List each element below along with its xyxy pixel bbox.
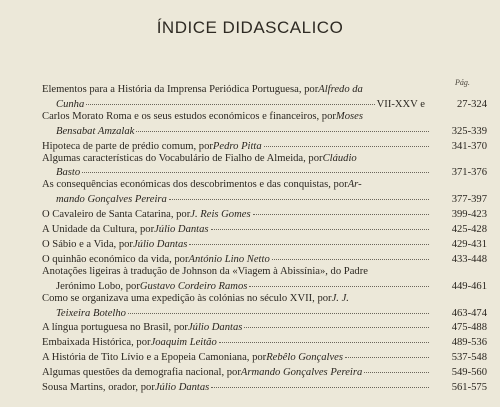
leader-dots [219, 332, 429, 343]
leader-dots [189, 234, 429, 245]
entry-page-range: 27-324 [456, 98, 487, 110]
index-entry [42, 179, 487, 206]
index-entry [42, 379, 487, 394]
entry-author: mando Gonçalves Pereira [56, 194, 167, 206]
index-entry [42, 293, 487, 320]
entry-page-range: 433-448 [451, 253, 487, 265]
leader-dots [249, 276, 429, 287]
leader-dots [211, 377, 429, 388]
index-entry-line [42, 164, 487, 179]
entry-text: Algumas características do Vocabulário de Fialho de Almeida, por [42, 152, 323, 164]
entry-page-range: 425-428 [451, 224, 487, 236]
leader-dots [345, 347, 429, 358]
entry-text: Anotações ligeiras à tradução de Johnson da «Viagem à Abissínia», do Padre [42, 265, 368, 277]
leader-dots [169, 189, 429, 200]
pages-column-label: Pág. [455, 78, 470, 87]
index-entry [42, 111, 487, 138]
entry-page-range: 429-431 [451, 238, 487, 250]
entry-author: J. J. [331, 292, 349, 304]
leader-dots [82, 162, 429, 173]
index-entry-line [42, 96, 487, 111]
entry-author: Armando Gonçalves Pereira [240, 367, 363, 379]
entry-page-range: 549-560 [451, 367, 487, 379]
leader-dots [272, 249, 429, 260]
entry-author: Cunha [56, 98, 85, 110]
entry-author: Pedro Pitta [212, 140, 262, 152]
entry-page-range: 561-575 [451, 382, 487, 394]
leader-dots [86, 94, 374, 105]
entry-author: J. Reis Gomes [190, 209, 251, 221]
leader-dots [264, 136, 429, 147]
index-entry-line [42, 251, 487, 266]
entry-text: Carlos Morato Roma e os seus estudos económicos e financeiros, por [42, 110, 336, 122]
entry-text: Como se organizava uma expedição às colónias no século XVII, por [42, 292, 332, 304]
index-entry-line [42, 278, 487, 293]
entry-text: As consequências económicas dos descobrimentos e das conquistas, por [42, 179, 348, 191]
entry-page-range: 537-548 [451, 352, 487, 364]
entry-text: Jerónimo Lobo, por [56, 280, 140, 292]
entry-text: Hipoteca de parte de prédio comum, por [42, 140, 213, 152]
entry-text: O quinhão económico da vida, por [42, 253, 189, 265]
entry-page-range: 449-461 [451, 280, 487, 292]
entry-text: Algumas questões da demografia nacional, por [42, 367, 241, 379]
entry-author: Teixeira Botelho [56, 307, 126, 319]
leader-dots [364, 362, 429, 373]
entry-author: Bensabat Amzalak [56, 125, 135, 137]
leader-dots [253, 204, 429, 215]
entry-author: Cláudio [322, 152, 357, 164]
entry-author: Alfredo da [318, 84, 363, 95]
entry-page-range: 489-536 [451, 337, 487, 349]
entry-text: Embaixada Histórica, por [42, 337, 151, 349]
entry-page-range: 463-474 [451, 307, 487, 319]
index-entry [42, 138, 487, 153]
entry-text: O Sábio e a Vida, por [42, 238, 133, 250]
index-entry [42, 266, 487, 293]
entry-text: A língua portuguesa no Brasil, por [42, 322, 188, 334]
entry-author: Joaquim Leitão [150, 337, 217, 349]
entry-page-range: 399-423 [451, 209, 487, 221]
entry-roman-pages: VII-XXV e [376, 98, 425, 110]
page-title: ÍNDICE DIDASCALICO [156, 18, 344, 37]
entry-text: A História de Tito Lívio e a Epopeia Camoniana, por [42, 352, 267, 364]
entry-text: O Cavaleiro de Santa Catarina, por [42, 209, 191, 221]
entry-page-range: 371-376 [451, 167, 487, 179]
entry-page-range: 475-488 [451, 322, 487, 334]
entry-author: Basto [56, 167, 81, 179]
entry-page-range: 377-397 [451, 194, 487, 206]
index-entry-line [42, 138, 487, 153]
index-entries [42, 84, 487, 394]
index-entry [42, 84, 487, 111]
entry-author: Júlio Dantas [154, 224, 209, 236]
entry-page-range: 325-339 [451, 125, 487, 137]
entry-author: António Lino Netto [188, 253, 270, 265]
entry-text: Sousa Martins, orador, por [42, 382, 155, 394]
leader-dots [136, 121, 429, 132]
index-entry [42, 153, 487, 180]
entry-author: Gustavo Cordeiro Ramos [139, 280, 248, 292]
entry-author: Rebêlo Gonçalves [266, 352, 343, 364]
entry-author: Moses [335, 110, 363, 122]
entry-text: Elementos para a História da Imprensa Periódica Portuguesa, por [42, 84, 319, 95]
entry-author: Ar- [347, 179, 362, 191]
leader-dots [211, 219, 429, 230]
index-entry-line [42, 379, 487, 394]
leader-dots [244, 317, 429, 328]
index-entry [42, 251, 487, 266]
entry-author: Júlio Dantas [187, 322, 243, 334]
leader-dots [128, 303, 429, 314]
entry-text: A Unidade da Cultura, por [42, 224, 155, 236]
entry-author: Júlio Dantas [154, 382, 210, 394]
entry-author: Júlio Dantas [132, 238, 188, 250]
entry-page-range: 341-370 [451, 140, 487, 152]
